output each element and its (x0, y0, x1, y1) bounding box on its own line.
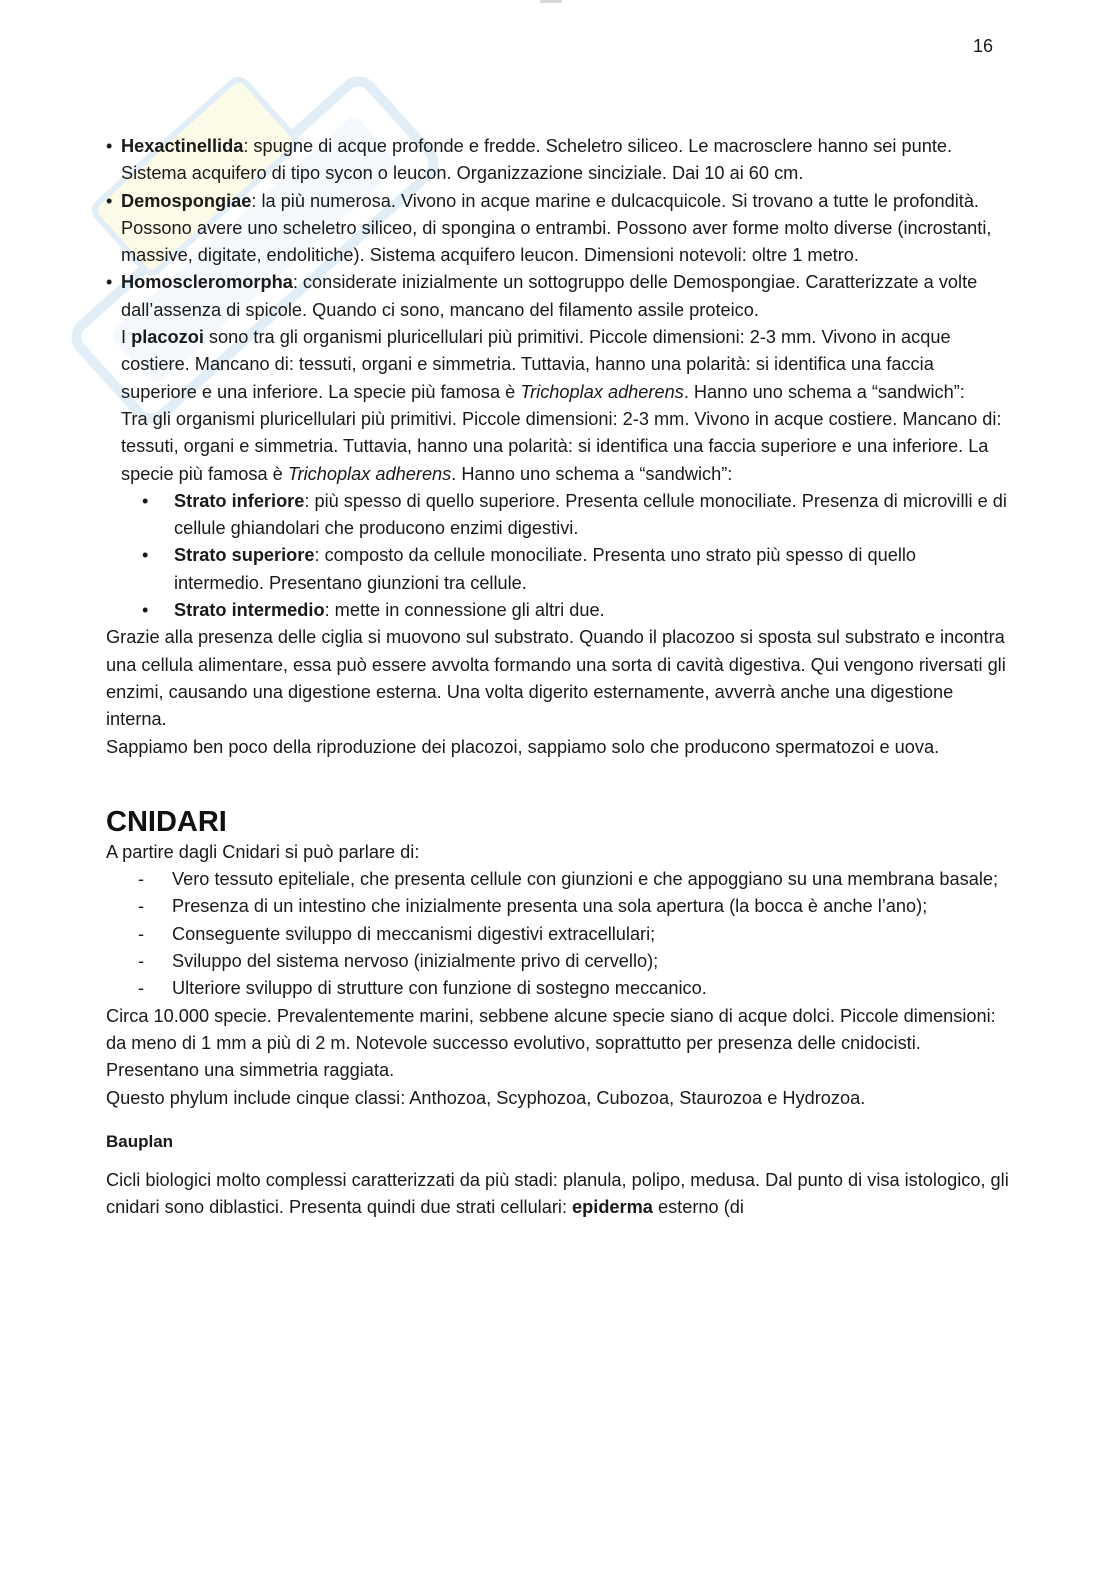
cnidari-feature-list (106, 866, 1011, 1002)
dash-icon: - (138, 978, 145, 999)
list-item (106, 133, 1011, 188)
list-item: • Strato superiore: composto da cellule monociliate. Presenta uno strato più spesso di quello intermedio. Presentano giunzioni tra cellule. (106, 542, 1011, 597)
list-item (106, 188, 1011, 270)
placozoi-term: placozoi (131, 327, 204, 348)
dash-icon: - (138, 951, 145, 972)
placozoi-repeat-paragraph: Tra gli organismi pluricellulari più primitivi. Piccole dimensioni: 2-3 mm. Vivono in acque costiere. Mancano di: tessuti, organi e simmetria. Tuttavia, hanno una polarità: si identifica una faccia superiore e una inferiore. La specie più famosa è Trichoplax adherens. Hanno uno schema a “sandwich”: (121, 408, 1002, 484)
group-description: : considerate inizialmente un sottogruppo delle Demospongiae. Caratterizzate a volte dall’assenza di spicole. Quando ci sono, mancano del filamento assile proteico. (121, 272, 978, 320)
page-content (106, 133, 1011, 1221)
list-item: - Conseguente sviluppo di meccanismi digestivi extracellulari; (106, 921, 1011, 948)
dash-icon: - (138, 896, 145, 917)
group-description: : la più numerosa. Vivono in acque marine e dulcacquicole. Si trovano a tutte le profondità. Possono avere uno scheletro siliceo, di spongina o entrambi. Possono aver forme molto diverse (incrostanti, massive, digitate, endolitiche). Sistema acquifero leucon. Dimensioni notevoli: oltre 1 metro. (121, 190, 992, 266)
classes-paragraph: Questo phylum include cinque classi: Anthozoa, Scyphozoa, Cubozoa, Staurozoa e Hydrozoa. (106, 1087, 866, 1108)
group-term: Demospongiae (121, 190, 252, 211)
bullet-icon: • (142, 600, 149, 621)
layer-list (106, 488, 1011, 624)
list-item: • Strato intermedio: mette in connessione gli altri due. (106, 597, 1011, 624)
section-heading: CNIDARI (106, 805, 227, 838)
movement-paragraph: Grazie alla presenza delle ciglia si muovono sul substrato. Quando il placozoo si sposta sul substrato e incontra una cellula alimentare, essa può essere avvolta formando una sorta di cavità digestiva. Qui vengono riversati gli enzimi, causando una digestione esterna. Una volta digerito esternamente, avverrà anche una digestione interna. (106, 627, 1006, 730)
layer-term: Strato intermedio (174, 600, 325, 621)
page-number: 16 (972, 36, 993, 56)
bullet-icon: • (142, 545, 149, 566)
layer-term: Strato inferiore (174, 490, 305, 511)
bullet-icon: • (106, 136, 113, 156)
top-edge-mark (540, 0, 562, 3)
list-item: • Strato inferiore: più spesso di quello superiore. Presenta cellule monociliate. Presenza di microvilli e di cellule ghiandolari che producono enzimi digestivi. (106, 488, 1011, 543)
dash-icon: - (138, 923, 145, 944)
placozoi-paragraph: I placozoi sono tra gli organismi pluricellulari più primitivi. Piccole dimensioni: 2-3 mm. Vivono in acque costiere. Mancano di: tessuti, organi e simmetria. Tuttavia, hanno una polarità: si identifica una faccia superiore e una inferiore. La specie più famosa è Trichoplax adherens. Hanno uno schema a “sandwich”: (121, 327, 965, 402)
list-item: - Presenza di un intestino che inizialmente presenta una sola apertura (la bocca è anche l’ano); (106, 893, 1011, 920)
list-item (106, 269, 1011, 324)
list-item: - Ulteriore sviluppo di strutture con funzione di sostegno meccanico. (106, 975, 1011, 1002)
reproduction-paragraph: Sappiamo ben poco della riproduzione dei placozoi, sappiamo solo che producono spermatozoi e uova. (106, 736, 940, 757)
bullet-icon: • (106, 272, 113, 293)
dash-icon: - (138, 869, 145, 890)
species-name: Trichoplax adherens (287, 463, 452, 484)
list-item: - Vero tessuto epiteliale, che presenta cellule con giunzioni e che appoggiano su una membrana basale; (106, 866, 1011, 893)
layer-term: Strato superiore (174, 545, 315, 566)
bauplan-term: epiderma (572, 1197, 653, 1218)
species-name: Trichoplax adherens (520, 381, 684, 402)
group-description: : spugne di acque profonde e fredde. Scheletro siliceo. Le macrosclere hanno sei punte. Sistema acquifero di tipo sycon o leucon. Organizzazione sinciziale. Dai 10 ai 60 cm. (121, 136, 953, 184)
group-term: Homoscleromorpha (121, 272, 293, 293)
bullet-icon: • (142, 490, 149, 511)
group-term: Hexactinellida (121, 136, 244, 156)
bullet-icon: • (106, 190, 113, 211)
cnidari-intro: A partire dagli Cnidari si può parlare di: (106, 841, 420, 862)
species-paragraph: Circa 10.000 specie. Prevalentemente marini, sebbene alcune specie siano di acque dolci. Piccole dimensioni: da meno di 1 mm a più di 2 m. Notevole successo evolutivo, soprattutto per presenza delle cnidocisti. Presentano una simmetria raggiata. (106, 1005, 996, 1081)
bauplan-paragraph: Cicli biologici molto complessi caratterizzati da più stadi: planula, polipo, medusa. Dal punto di visa istologico, gli cnidari sono diblastici. Presenta quindi due strati cellulari: epiderma esterno (di (106, 1169, 1009, 1218)
sponge-group-list (106, 133, 1011, 324)
list-item: - Sviluppo del sistema nervoso (inizialmente privo di cervello); (106, 948, 1011, 975)
subsection-heading: Bauplan (106, 1131, 174, 1151)
